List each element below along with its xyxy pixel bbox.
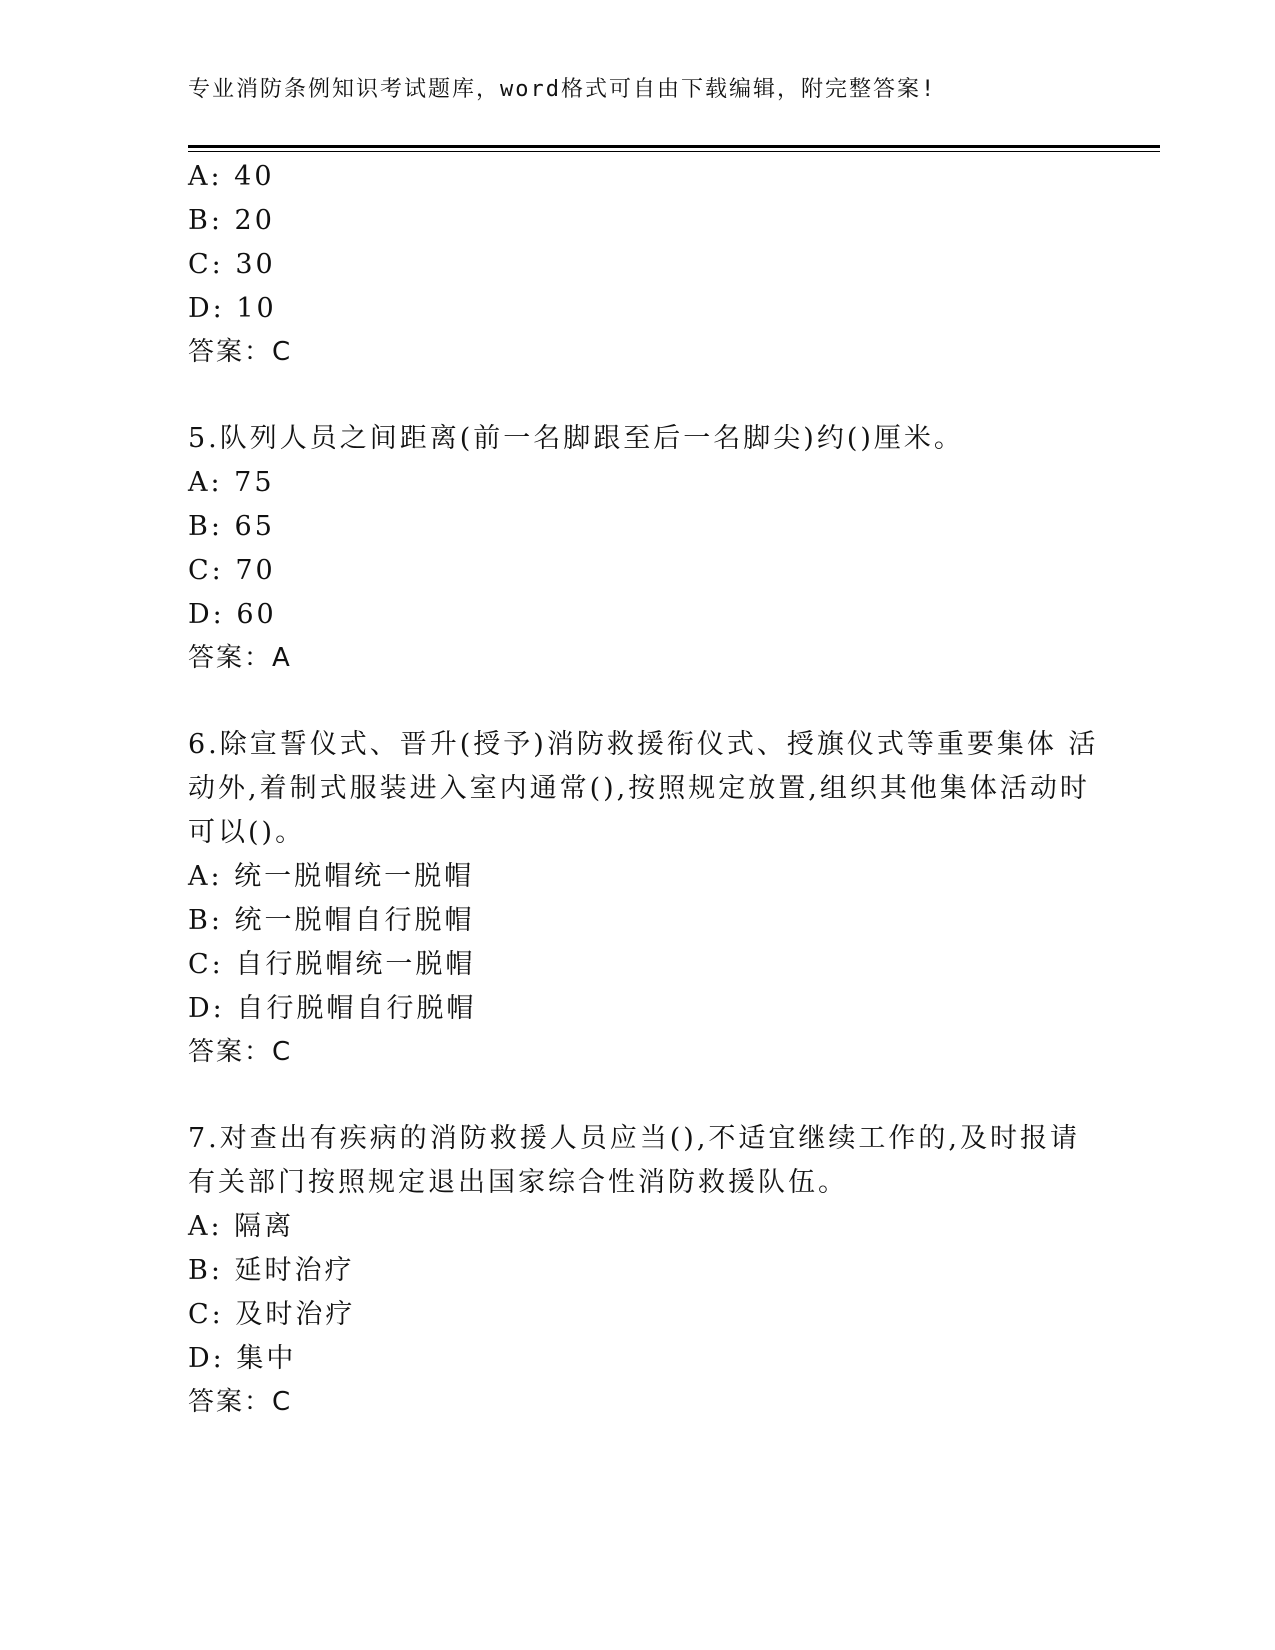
- q4-answer: 答案：C: [188, 337, 293, 367]
- q5-option-a: A: 75: [188, 467, 275, 498]
- q5-option-c: C: 70: [188, 555, 276, 586]
- header-divider-thin: [188, 151, 1160, 152]
- q6-option-c: C: 自行脱帽统一脱帽: [188, 949, 476, 980]
- q5-option-b: B: 65: [188, 511, 275, 542]
- q4-option-c: C: 30: [188, 249, 276, 280]
- q7-option-a: A: 隔离: [188, 1211, 295, 1242]
- document-header: 专业消防条例知识考试题库，word格式可自由下载编辑，附完整答案!: [188, 77, 937, 102]
- q5-stem-line-1: 5.队列人员之间距离(前一名脚跟至后一名脚尖)约()厘米。: [188, 423, 964, 454]
- q6-stem-line-2: 动外,着制式服装进入室内通常(),按照规定放置,组织其他集体活动时: [188, 773, 1090, 804]
- q6-answer: 答案：C: [188, 1037, 293, 1067]
- q4-option-d: D: 10: [188, 293, 277, 324]
- q7-option-b: B: 延时治疗: [188, 1255, 355, 1286]
- q7-option-c: C: 及时治疗: [188, 1299, 356, 1330]
- header-divider: [188, 145, 1160, 148]
- q4-option-a: A: 40: [188, 161, 275, 192]
- q7-answer: 答案：C: [188, 1387, 293, 1417]
- q7-stem-line-1: 7.对查出有疾病的消防救援人员应当(),不适宜继续工作的,及时报请: [188, 1123, 1080, 1154]
- q6-option-a: A: 统一脱帽统一脱帽: [188, 861, 475, 892]
- q6-option-d: D: 自行脱帽自行脱帽: [188, 993, 477, 1024]
- q6-option-b: B: 统一脱帽自行脱帽: [188, 905, 475, 936]
- q5-answer: 答案：A: [188, 643, 292, 673]
- q4-option-b: B: 20: [188, 205, 275, 236]
- q7-stem-line-2: 有关部门按照规定退出国家综合性消防救援队伍。: [188, 1167, 848, 1198]
- q6-stem-line-1: 6.除宣誓仪式、晋升(授予)消防救援衔仪式、授旗仪式等重要集体 活: [188, 729, 1099, 760]
- q5-option-d: D: 60: [188, 599, 277, 630]
- q7-option-d: D: 集中: [188, 1343, 297, 1374]
- q6-stem-line-3: 可以()。: [188, 817, 306, 848]
